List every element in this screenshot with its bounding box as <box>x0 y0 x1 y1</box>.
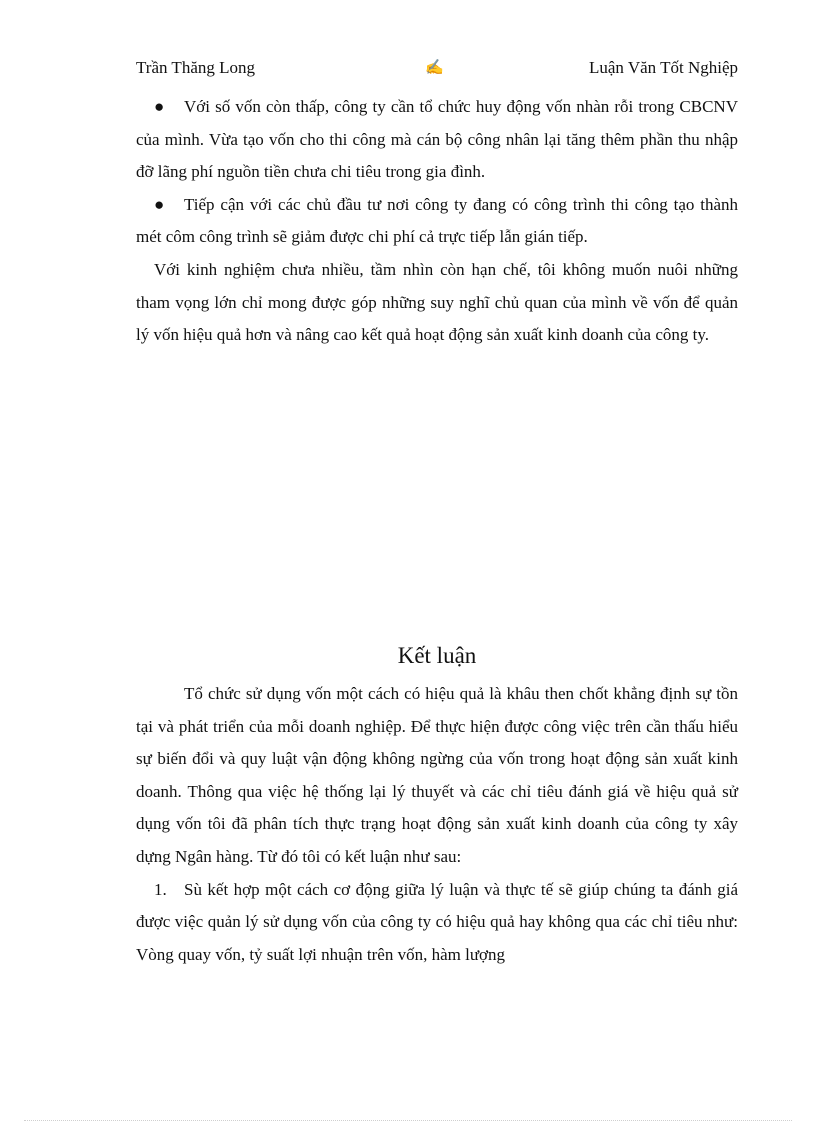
list-item <box>136 189 738 254</box>
list-item <box>136 874 738 972</box>
recommendations-section <box>136 91 738 352</box>
header-doc-type: Luận Văn Tốt Nghiệp <box>588 58 738 77</box>
bullet-text: Tiếp cận với các chủ đầu tư nơi công ty đang có công trình thi công tạo thành mét côm công trình sẽ giảm được chi phí cả trực tiếp lẫn gián tiếp. <box>136 194 738 247</box>
item-number: 1. <box>154 879 167 899</box>
section-title: Kết luận <box>397 643 477 668</box>
item-text: Sù kết hợp một cách cơ động giữa lý luận và thực tế sẽ giúp chúng ta đánh giá được việc quản lý sử dụng vốn của công ty có hiệu quả hay không qua các chỉ tiêu như: Vòng quay vốn, tỷ suất lợi nhuận trên vốn, hàm lượng <box>136 879 738 964</box>
bullet-icon: ● <box>154 97 165 116</box>
conclusion-section <box>136 678 738 971</box>
page-header <box>136 58 738 82</box>
conclusion-intro: Tổ chức sử dụng vốn một cách có hiệu quả là khâu then chốt khẳng định sự tồn tại và phát triển của mỗi doanh nghiệp. Để thực hiện được công việc trên cần thấu hiểu sự biến đổi và quy luật vận động không ngừng của vốn trong hoạt động sản xuất kinh doanh. Thông qua việc hệ thống lại lý thuyết và các chỉ tiêu đánh giá về hiệu quả sử dụng vốn tôi đã phân tích thực trạng hoạt động sản xuất kinh doanh của công ty xây dựng Ngân hàng. Từ đó tôi có kết luận như sau: <box>136 684 738 866</box>
bullet-icon: ● <box>154 194 165 214</box>
list-item <box>136 91 738 189</box>
closing-paragraph: Với kinh nghiệm chưa nhiều, tầm nhìn còn hạn chế, tôi không muốn nuôi những tham vọng lớn chỉ mong được góp những suy nghĩ chủ quan của mình về vốn để quản lý vốn hiệu quả hơn và nâng cao kết quả hoạt động sản xuất kinh doanh của công ty. <box>136 259 738 345</box>
pen-icon: ✍ <box>425 60 444 76</box>
bullet-text: Với số vốn còn thấp, công ty cần tổ chức huy động vốn nhàn rỗi trong CBCNV của mình. Vừa tạo vốn cho thi công mà cán bộ công nhân lại tăng thêm phần thu nhập đỡ lãng phí nguồn tiền chưa chi tiêu trong gia đình. <box>136 97 738 182</box>
page-bottom-border <box>24 1120 792 1121</box>
header-author: Trần Thăng Long <box>136 58 255 77</box>
